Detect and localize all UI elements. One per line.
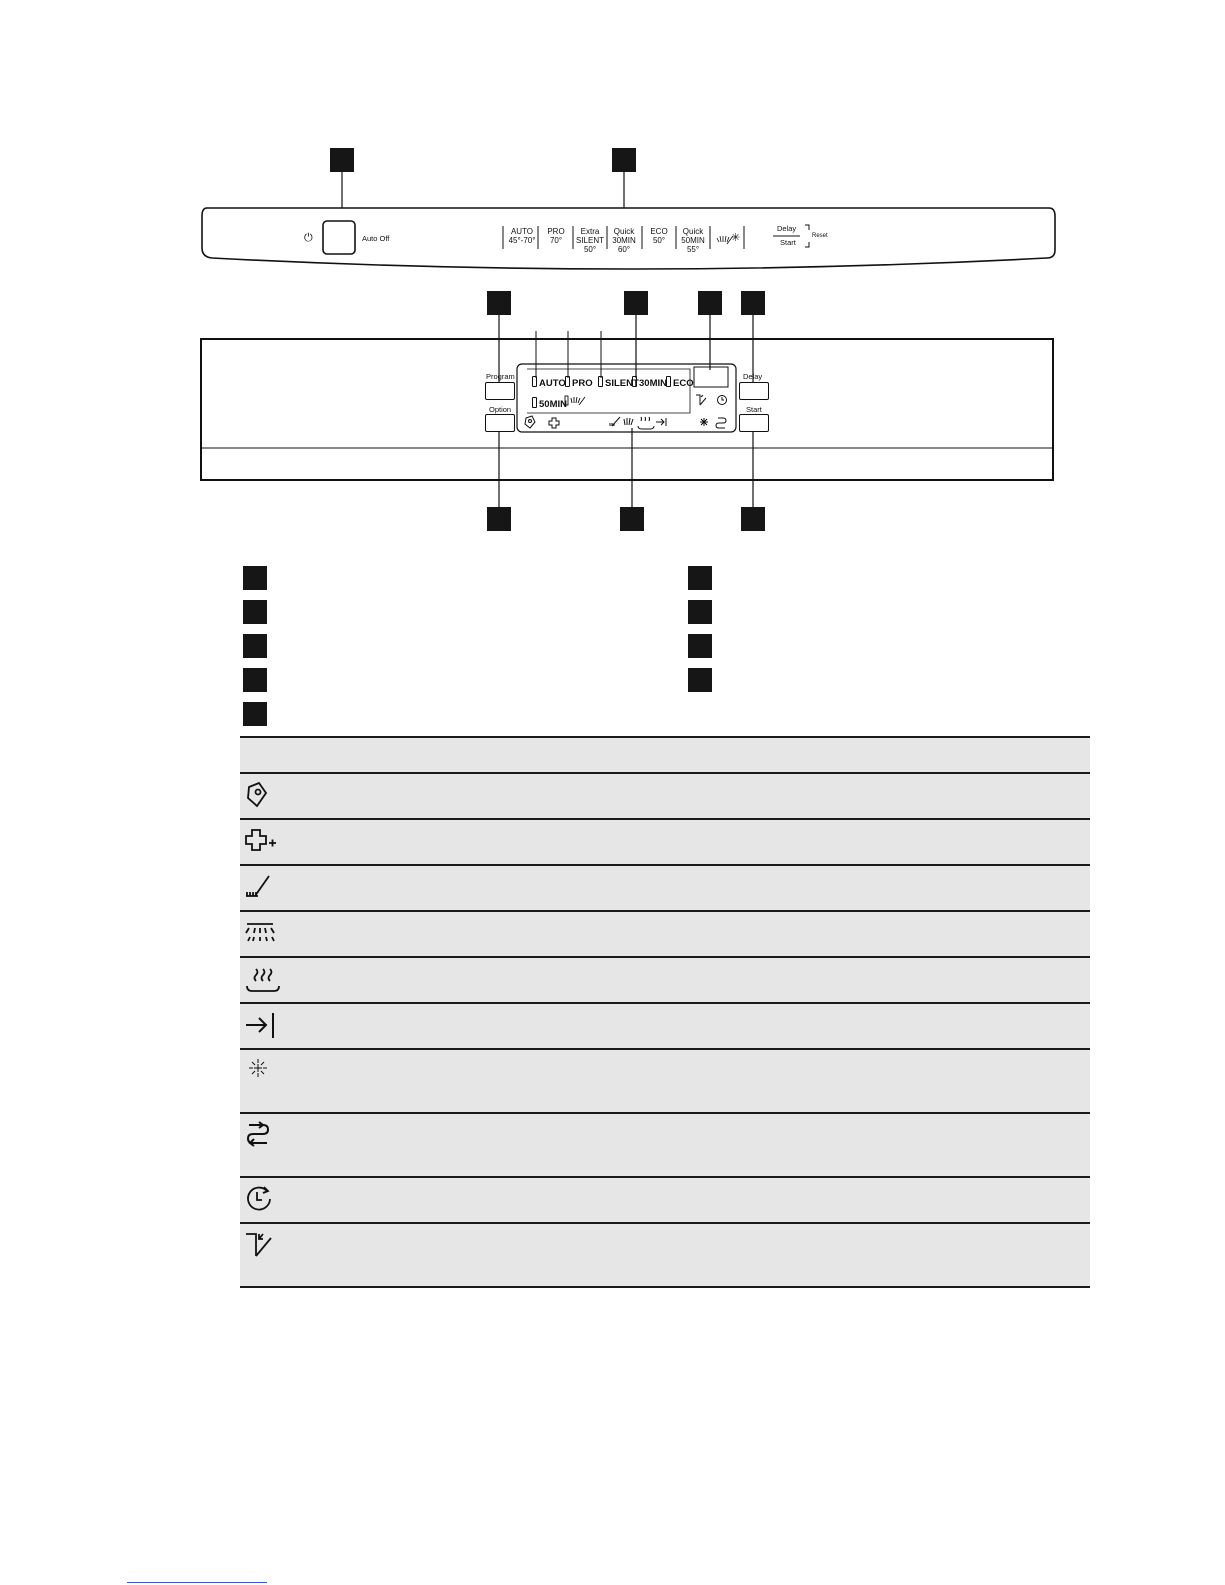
display-machinecare-icon	[716, 418, 726, 428]
legend-marker-7	[688, 600, 712, 624]
display-program-pro: PRO	[565, 376, 593, 389]
table-row	[240, 1223, 1090, 1287]
legend-marker-9	[688, 668, 712, 692]
top-delay-label: Delay	[777, 224, 797, 233]
legend-marker-3	[243, 634, 267, 658]
table-row	[240, 773, 1090, 819]
delay-button[interactable]	[739, 382, 769, 400]
rinsing-phase-icon	[243, 918, 277, 948]
indicator-symbol-table	[240, 736, 1090, 1288]
machinecare-indicator-icon	[243, 1120, 275, 1152]
xtradry-indicator-icon	[243, 1056, 273, 1086]
display-program-silent: SILENT	[598, 376, 639, 389]
display-xtradry-icon	[700, 418, 708, 426]
drying-phase-icon	[243, 964, 283, 996]
display-panel-outline	[0, 0, 1225, 560]
legend-marker-5	[243, 702, 267, 726]
end-indicator-icon	[243, 1010, 279, 1040]
display-end-icon	[656, 418, 666, 426]
start-button-label: Start	[746, 405, 762, 414]
display-status-icons	[520, 412, 740, 434]
display-rinse-aid-icon	[549, 418, 559, 428]
legend-marker-8	[688, 634, 712, 658]
table-row	[240, 957, 1090, 1003]
washing-phase-icon	[243, 872, 275, 902]
legend-marker-4	[243, 668, 267, 692]
table-row	[240, 819, 1090, 865]
legend-marker-2	[243, 600, 267, 624]
start-button[interactable]	[739, 414, 769, 432]
top-program-quick-30min: Quick 30MIN 60°	[612, 227, 636, 254]
legend-marker-1	[243, 566, 267, 590]
table-row	[240, 1177, 1090, 1223]
power-symbol-icon: ⏻	[304, 232, 313, 244]
display-program-eco: ECO	[666, 376, 694, 389]
table-row	[240, 911, 1090, 957]
table-header-row	[240, 737, 1090, 773]
table-row	[240, 1113, 1090, 1177]
xtradry-small-icon: ✳	[731, 232, 741, 244]
top-program-quick-50min: Quick 50MIN 55°	[681, 227, 705, 254]
door-open-indicator-icon	[243, 1230, 277, 1260]
display-rinse-icon	[624, 418, 633, 425]
display-program-50min: 50MIN	[532, 397, 567, 410]
table-row	[240, 865, 1090, 911]
top-program-auto: AUTO 45°-70°	[508, 227, 536, 245]
delay-button-label: Delay	[743, 372, 763, 381]
top-reset-label: Reset	[812, 233, 828, 239]
table-row	[240, 1003, 1090, 1049]
display-program-30min: 30MIN	[632, 376, 667, 389]
display-door-delay-icons	[694, 392, 734, 408]
display-dry-icon	[638, 417, 654, 429]
program-button[interactable]	[485, 382, 515, 400]
option-button-label: Option	[489, 405, 512, 414]
top-program-eco: ECO 50°	[650, 227, 668, 245]
auto-off-label: Auto Off	[362, 234, 390, 243]
program-button-label: Program	[486, 372, 515, 381]
top-program-extra-silent: Extra SILENT 50°	[575, 227, 604, 254]
rinse-aid-indicator-icon	[243, 826, 279, 856]
legend-marker-6	[688, 566, 712, 590]
display-wash-icon	[610, 417, 620, 426]
top-start-label: Start	[780, 238, 796, 247]
top-program-pro: PRO 70°	[547, 227, 565, 245]
footer-link-underline	[127, 1582, 267, 1583]
display-program-auto: AUTO	[532, 376, 566, 389]
table-row	[240, 1049, 1090, 1113]
delay-start-indicator-icon	[243, 1184, 275, 1214]
salt-indicator-icon	[243, 780, 273, 810]
option-button[interactable]	[485, 414, 515, 432]
